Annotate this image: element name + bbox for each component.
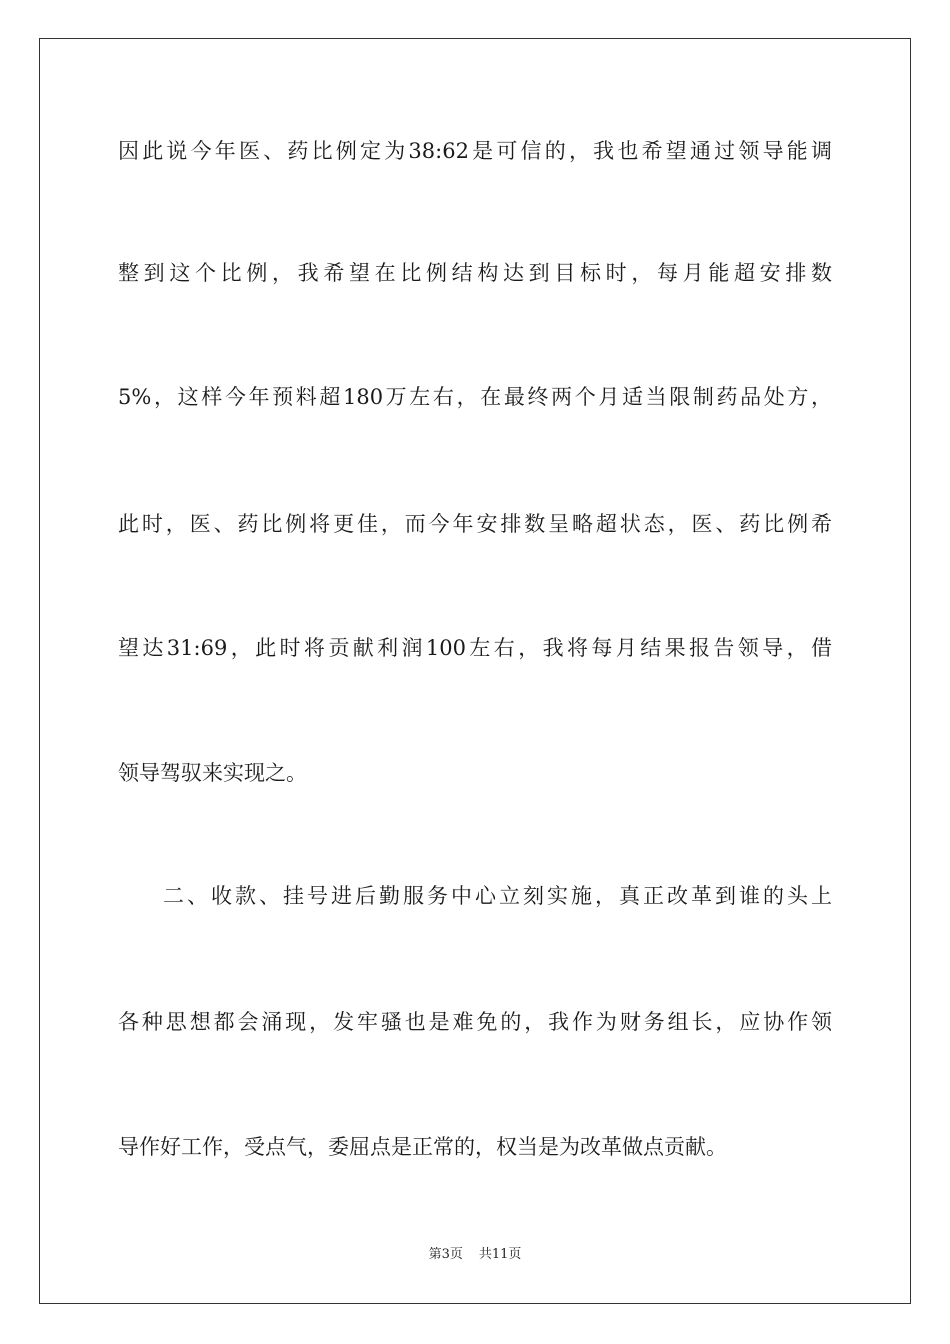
page-total: 共11页 [478,1247,522,1262]
paragraph-line: 此时，医、药比例将更佳，而今年安排数呈略超状态，医、药比例希 [118,512,832,536]
paragraph-line: 5%，这样今年预料超180万左右，在最终两个月适当限制药品处方， [118,385,832,409]
paragraph-line: 望达31:69，此时将贡献利润100左右，我将每月结果报告领导，借 [118,636,832,660]
paragraph-line: 领导驾驭来实现之。 [118,761,307,785]
paragraph-line: 因此说今年医、药比例定为38:62是可信的，我也希望通过领导能调 [118,139,832,163]
page-footer [0,1246,950,1264]
paragraph-line: 各种思想都会涌现，发牢骚也是难免的，我作为财务组长，应协作领 [118,1010,832,1034]
paragraph-line: 导作好工作，受点气，委屈点是正常的，权当是为改革做点贡献。 [118,1135,727,1159]
paragraph-line: 二、收款、挂号进后勤服务中心立刻实施，真正改革到谁的头上 [163,884,832,908]
paragraph-line: 整到这个比例，我希望在比例结构达到目标时，每月能超安排数 [118,261,832,285]
page-border [39,38,911,1304]
page-number: 第3页 [428,1247,463,1262]
